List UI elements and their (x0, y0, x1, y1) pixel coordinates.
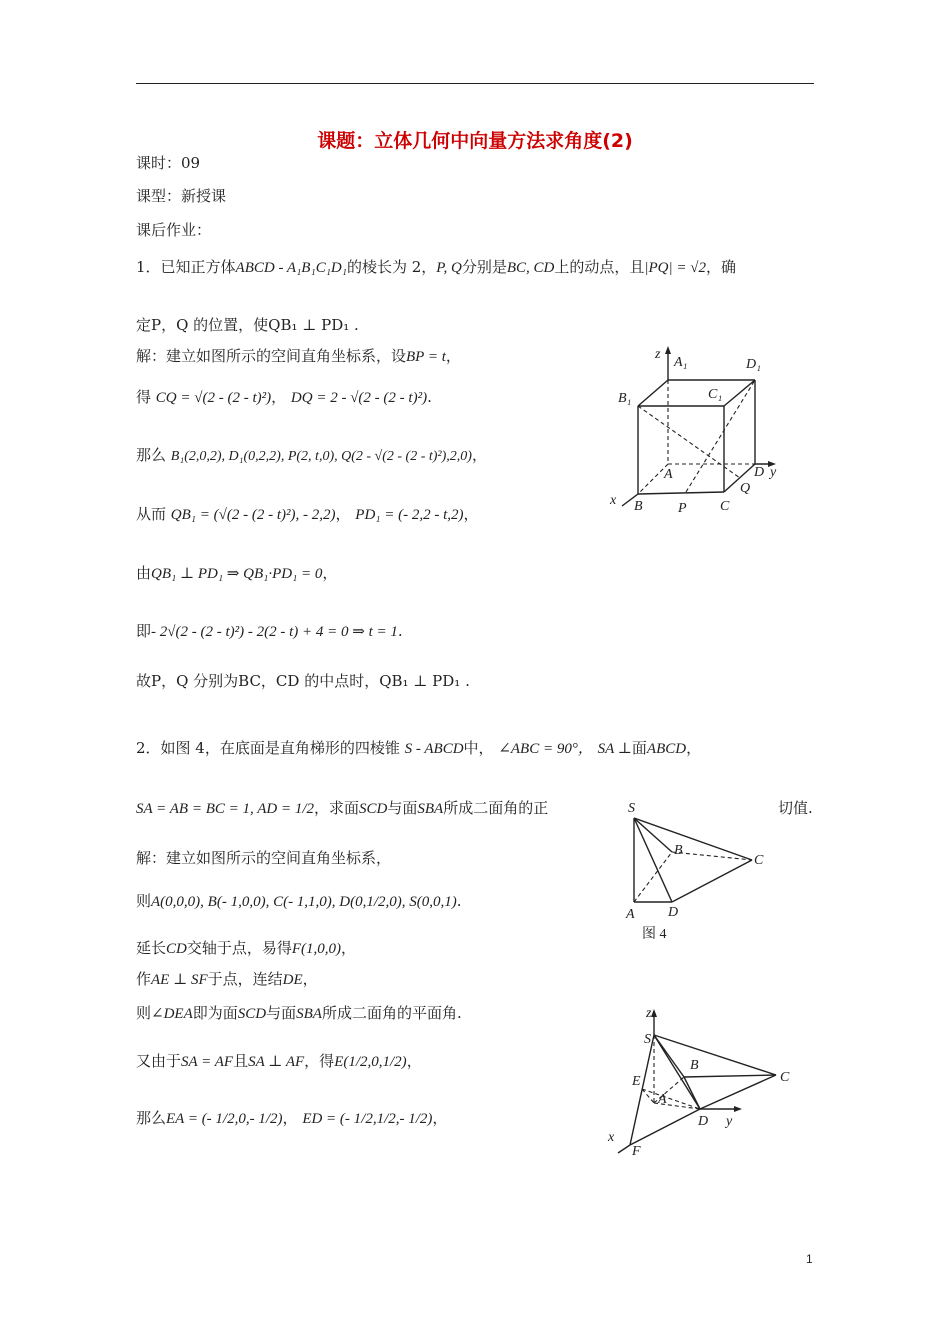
fig4-label: B (674, 843, 683, 858)
p1-cq-dq: 得 CQ = √(2 - (2 - t)²)， DQ = 2 - √(2 - (2 - t)²). (136, 388, 432, 406)
p1-points: 那么 B₁(2,0,2), D₁(0,2,2), P(2, t,0), Q(2 - √(2 - (2 - t)²),2,0)， (136, 446, 487, 464)
p2-construct: 作AE ⊥ SF于点，连结DE， (136, 970, 318, 988)
fig1-label: Q (740, 481, 751, 496)
fig5-label: D (698, 1114, 709, 1129)
p2-solution-intro: 解：建立如图所示的空间直角坐标系， (136, 849, 392, 867)
p1-perp: 由QB₁ ⊥ PD₁ ⇒ QB₁·PD₁ = 0， (136, 564, 338, 582)
fig4-label: A (626, 907, 635, 922)
p2-point-e: 又由于SA = AF且SA ⊥ AF，得E(1/2,0,1/2)， (136, 1052, 422, 1070)
p1-line1: 1．已知正方体ABCD - A₁B₁C₁D₁的棱长为 2，P, Q分别是BC, CD上的动点，且|PQ| = √2，确 (136, 258, 737, 276)
fig4-caption: 图 4 (642, 927, 667, 942)
fig5-label: S (644, 1032, 651, 1047)
fig1-label: B₁ (618, 391, 632, 406)
fig5-label: B (690, 1058, 699, 1073)
fig1-label: B (634, 499, 643, 514)
fig5-label: E (632, 1074, 641, 1089)
pyramid-figure-4 (618, 798, 778, 946)
p2-line2: SA = AB = BC = 1, AD = 1/2，求面SCD与面SBA所成二面角的正 (136, 799, 549, 817)
page-number: 1 (806, 1252, 813, 1266)
p2-vectors: 那么EA = (- 1/2,0,- 1/2)， ED = (- 1/2,1/2,- 1/2)， (136, 1109, 448, 1127)
p2-extend: 延长CD交轴于点，易得F(1,0,0)， (136, 939, 357, 957)
p2-line2-end: 切值. (778, 799, 813, 817)
p1-solution-intro: 解：建立如图所示的空间直角坐标系，设BP = t， (136, 347, 461, 365)
p1-equation: 即- 2√(2 - (2 - t)²) - 2(2 - t) + 4 = 0 ⇒ t = 1. (136, 622, 403, 640)
fig1-label: z (655, 347, 661, 362)
fig1-label: A (664, 467, 673, 482)
fig1-label: x (610, 493, 617, 508)
fig5-label: C (780, 1070, 790, 1085)
p2-line1: 2．如图 4，在底面是直角梯形的四棱锥 S - ABCD中， ∠ABC = 90°， SA ⊥面ABCD， (136, 739, 702, 757)
p2-angle: 则∠DEA即为面SCD与面SBA所成二面角的平面角. (136, 1004, 462, 1022)
p1-line2: 定P，Q 的位置，使QB₁ ⊥ PD₁ . (136, 316, 359, 334)
fig4-label: S (628, 801, 635, 816)
fig5-label: x (608, 1130, 615, 1145)
fig1-label: C (720, 499, 730, 514)
fig5-label: F (632, 1144, 641, 1159)
pyramid-axes-figure (600, 1005, 805, 1160)
fig1-label: y (770, 465, 777, 480)
fig4-label: D (668, 905, 679, 920)
p2-coords: 则A(0,0,0), B(- 1,0,0), C(- 1,1,0), D(0,1/2,0), S(0,0,1). (136, 892, 462, 910)
fig5-label: z (646, 1006, 652, 1021)
fig5-label: y (726, 1114, 733, 1129)
fig5-label: A (658, 1092, 667, 1107)
header-rule (136, 83, 814, 84)
homework-label: 课后作业： (136, 221, 212, 239)
fig1-label: P (678, 501, 687, 516)
fig4-label: C (754, 853, 764, 868)
p1-conclusion: 故P，Q 分别为BC，CD 的中点时，QB₁ ⊥ PD₁ . (136, 672, 470, 690)
fig1-label: C₁ (708, 387, 723, 402)
cube-figure (600, 340, 800, 520)
page-title: 课题：立体几何中向量方法求角度(2) (317, 130, 633, 152)
p1-vectors: 从而 QB₁ = (√(2 - (2 - t)²), - 2,2)， PD₁ = (- 2,2 - t,2)， (136, 505, 479, 523)
lesson-hours: 课时：09 (136, 154, 201, 172)
lesson-type: 课型：新授课 (136, 187, 227, 205)
fig1-label: A₁ (674, 355, 688, 370)
fig1-label: D₁ (746, 357, 761, 372)
fig1-label: D (754, 465, 765, 480)
